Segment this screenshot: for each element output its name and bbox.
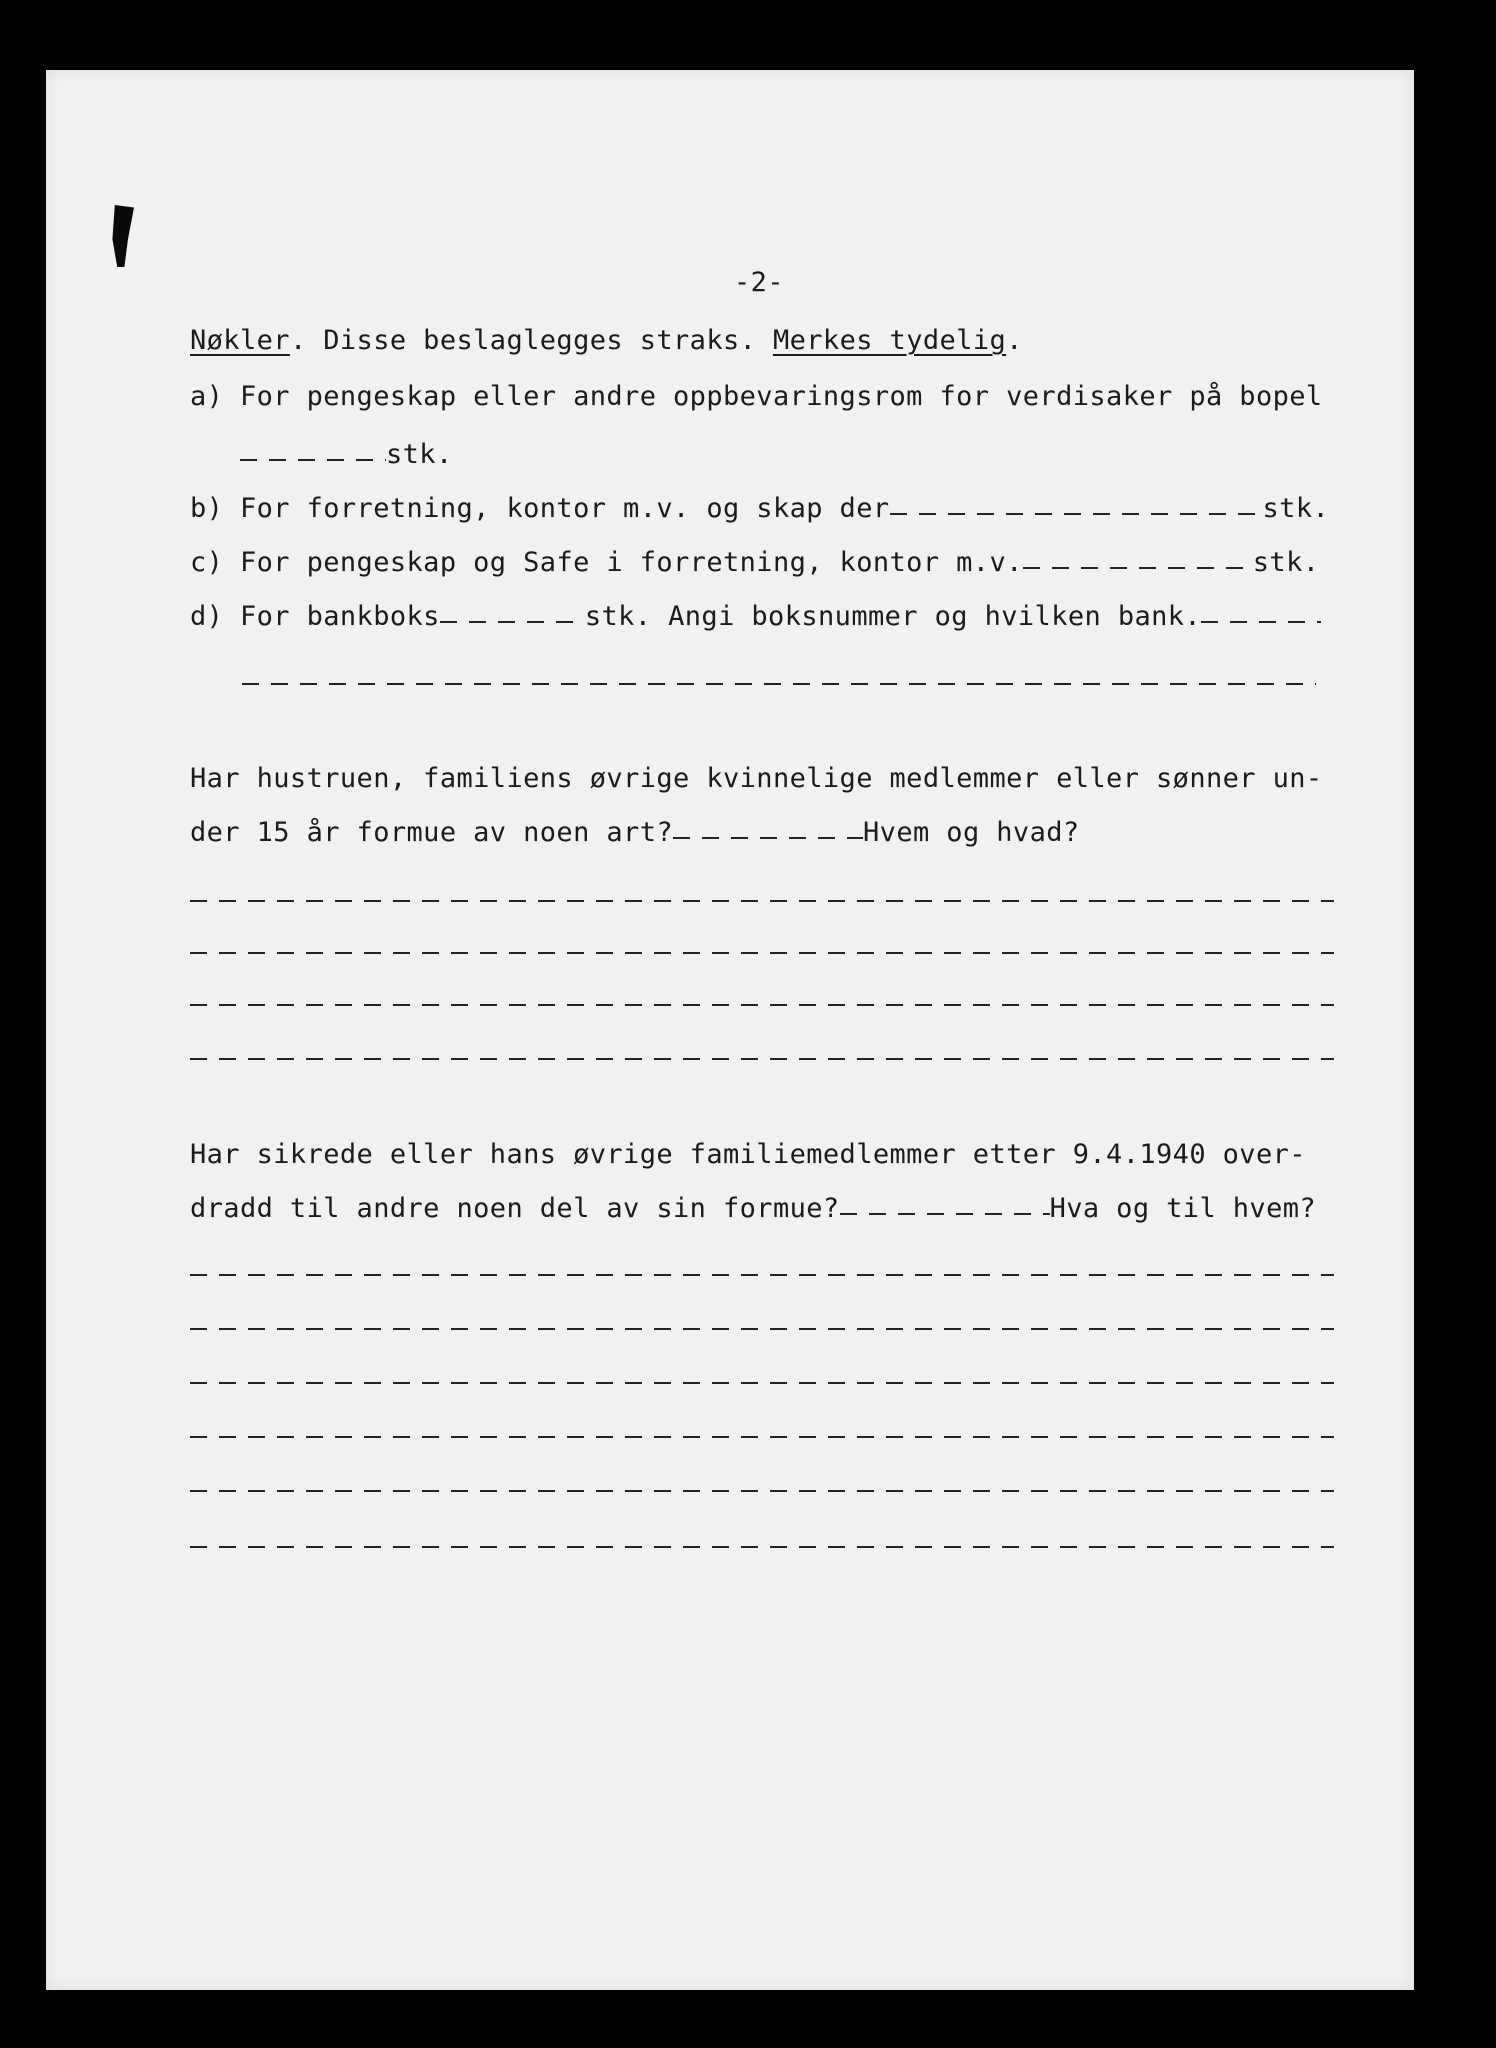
fill-line bbox=[190, 1490, 1334, 1492]
keys-item-a-count-line bbox=[240, 438, 453, 472]
fill-blank bbox=[890, 513, 1263, 515]
fill-blank bbox=[840, 1213, 1050, 1215]
keys-item-b-suffix: stk. bbox=[1262, 493, 1330, 524]
fill-blank bbox=[673, 837, 863, 839]
keys-item-a: a) For pengeskap eller andre oppbevaringsrom for verdisaker på bopel bbox=[190, 381, 1323, 412]
keys-item-b: b) For forretning, kontor m.v. og skap der bbox=[190, 493, 890, 524]
document-page bbox=[46, 70, 1414, 1990]
question2-line2 bbox=[190, 1192, 1316, 1226]
question2-prefix: dradd til andre noen del av sin formue? bbox=[190, 1193, 840, 1224]
fill-line bbox=[190, 900, 1334, 902]
question1-suffix: Hvem og hvad? bbox=[863, 817, 1080, 848]
question2-suffix: Hva og til hvem? bbox=[1049, 1193, 1317, 1224]
keys-item-d-middle: stk. Angi boksnummer og hvilken bank. bbox=[584, 601, 1202, 632]
fill-line bbox=[242, 683, 1316, 685]
keys-item-d-prefix: d) For bankboks bbox=[190, 601, 440, 632]
fill-line bbox=[190, 1328, 1334, 1330]
keys-item-d-line bbox=[190, 600, 1321, 634]
keys-item-b-line bbox=[190, 492, 1329, 526]
keys-emphasis: Merkes tydelig bbox=[772, 325, 1007, 356]
page-number: -2- bbox=[734, 267, 784, 298]
keys-item-c: c) For pengeskap og Safe i forretning, kontor m.v. bbox=[190, 547, 1023, 578]
keys-item-c-line bbox=[190, 546, 1319, 580]
fill-line bbox=[190, 1004, 1334, 1006]
question1-line2 bbox=[190, 816, 1080, 850]
keys-item-c-suffix: stk. bbox=[1252, 547, 1320, 578]
fill-line bbox=[190, 952, 1334, 954]
fill-line bbox=[190, 1436, 1334, 1438]
fill-line bbox=[190, 1058, 1334, 1060]
question2-line1: Har sikrede eller hans øvrige familiemedlemmer etter 9.4.1940 over- bbox=[190, 1139, 1306, 1170]
keys-item-a-suffix: stk. bbox=[386, 439, 453, 470]
question1-line1: Har hustruen, familiens øvrige kvinnelige medlemmer eller sønner un- bbox=[190, 763, 1323, 794]
fill-line bbox=[190, 1546, 1334, 1548]
question1-prefix: der 15 år formue av noen art? bbox=[190, 817, 674, 848]
fill-blank bbox=[1023, 567, 1253, 569]
keys-emphasis-end: . bbox=[1006, 325, 1023, 356]
fill-blank bbox=[240, 459, 386, 461]
fill-line bbox=[190, 1274, 1334, 1276]
fill-line bbox=[190, 1382, 1334, 1384]
keys-heading: Nøkler bbox=[190, 325, 290, 356]
keys-intro: . Disse beslaglegges straks. bbox=[289, 325, 773, 356]
fill-blank bbox=[1201, 621, 1321, 623]
keys-heading-line bbox=[190, 324, 1023, 358]
fill-blank bbox=[440, 621, 585, 623]
